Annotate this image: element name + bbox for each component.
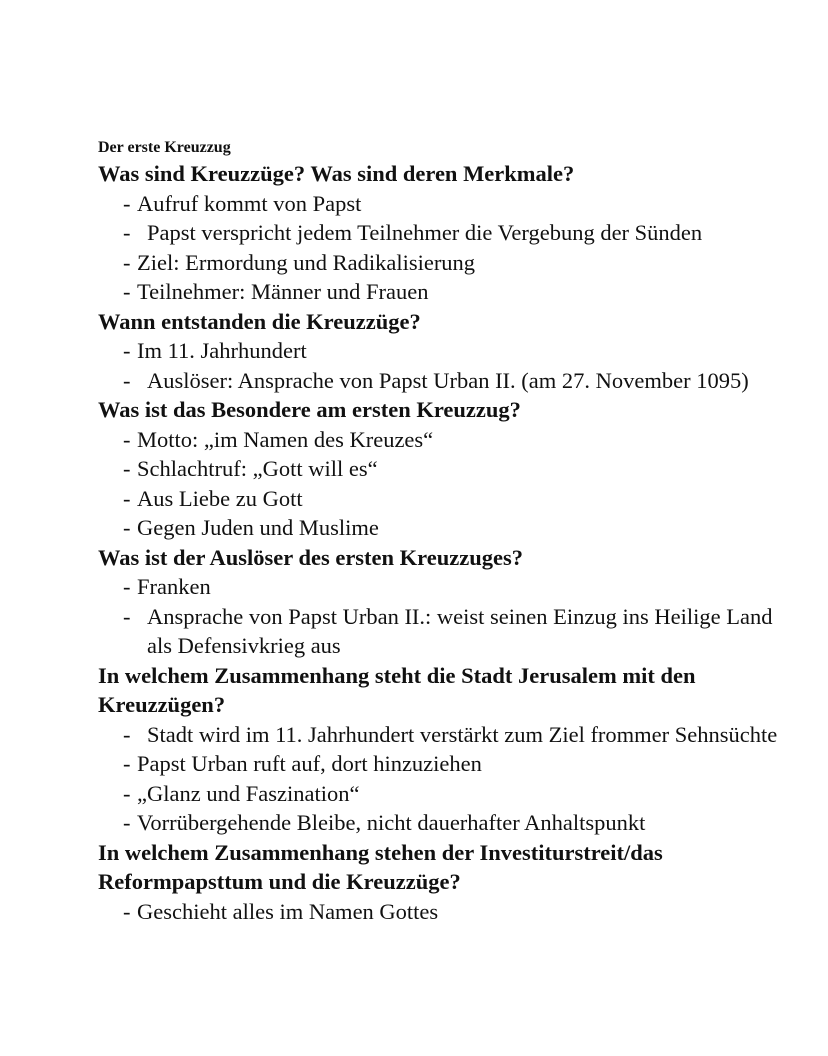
list-item: - Vorrübergehende Bleibe, nicht dauerhafter Anhaltspunkt	[123, 810, 646, 835]
list-item: - Geschieht alles im Namen Gottes	[123, 898, 439, 924]
list-item: - Papst Urban ruft auf, dort hinzuziehen	[123, 751, 482, 776]
document-page	[98, 137, 798, 926]
section-besonderheit	[98, 395, 798, 543]
section-ausloeser	[98, 543, 798, 661]
list-item: - Aus Liebe zu Gott	[123, 485, 303, 511]
section-investiturstreit	[98, 838, 798, 927]
section-merkmale	[98, 159, 798, 307]
question-heading: Was sind Kreuzzüge? Was sind deren Merkmale?	[98, 161, 575, 186]
list-item: - Papst verspricht jedem Teilnehmer die Vergebung der Sünden	[123, 220, 703, 245]
list-item: - Ziel: Ermordung und Radikalisierung	[123, 249, 476, 275]
list-item: - Motto: „im Namen des Kreuzes“	[123, 426, 434, 452]
bullet-list	[98, 720, 798, 838]
list-item: - Teilnehmer: Männer und Frauen	[123, 279, 429, 304]
section-entstehung	[98, 307, 798, 396]
list-item: - Stadt wird im 11. Jahrhundert verstärkt zum Ziel frommer Sehnsüchte	[123, 721, 778, 747]
question-heading: In welchem Zusammenhang steht die Stadt Jerusalem mit den Kreuzzügen?	[98, 662, 696, 717]
question-heading: Wann entstanden die Kreuzzüge?	[98, 308, 421, 334]
list-item: - Schlachtruf: „Gott will es“	[123, 456, 378, 481]
list-item: - Franken	[123, 574, 211, 599]
list-item: - Im 11. Jahrhundert	[123, 338, 307, 363]
question-heading: In welchem Zusammenhang stehen der Investiturstreit/das Reformpapsttum und die Kreuzzüge?	[98, 839, 663, 894]
bullet-list	[98, 336, 798, 395]
bullet-list	[98, 572, 798, 661]
list-item: - Gegen Juden und Muslime	[123, 515, 379, 540]
bullet-list	[98, 425, 798, 543]
list-item: - Ansprache von Papst Urban II.: weist seinen Einzug ins Heilige Land als Defensivkrieg aus	[123, 603, 773, 658]
section-jerusalem	[98, 661, 798, 838]
list-item: - Aufruf kommt von Papst	[123, 190, 362, 216]
document-title: Der erste Kreuzzug	[98, 139, 231, 156]
question-heading: Was ist das Besondere am ersten Kreuzzug?	[98, 397, 521, 422]
list-item: - „Glanz und Faszination“	[123, 780, 360, 806]
bullet-list	[98, 897, 798, 927]
bullet-list	[98, 189, 798, 307]
question-heading: Was ist der Auslöser des ersten Kreuzzuges?	[98, 544, 523, 570]
list-item: - Auslöser: Ansprache von Papst Urban II. (am 27. November 1095)	[123, 367, 749, 393]
